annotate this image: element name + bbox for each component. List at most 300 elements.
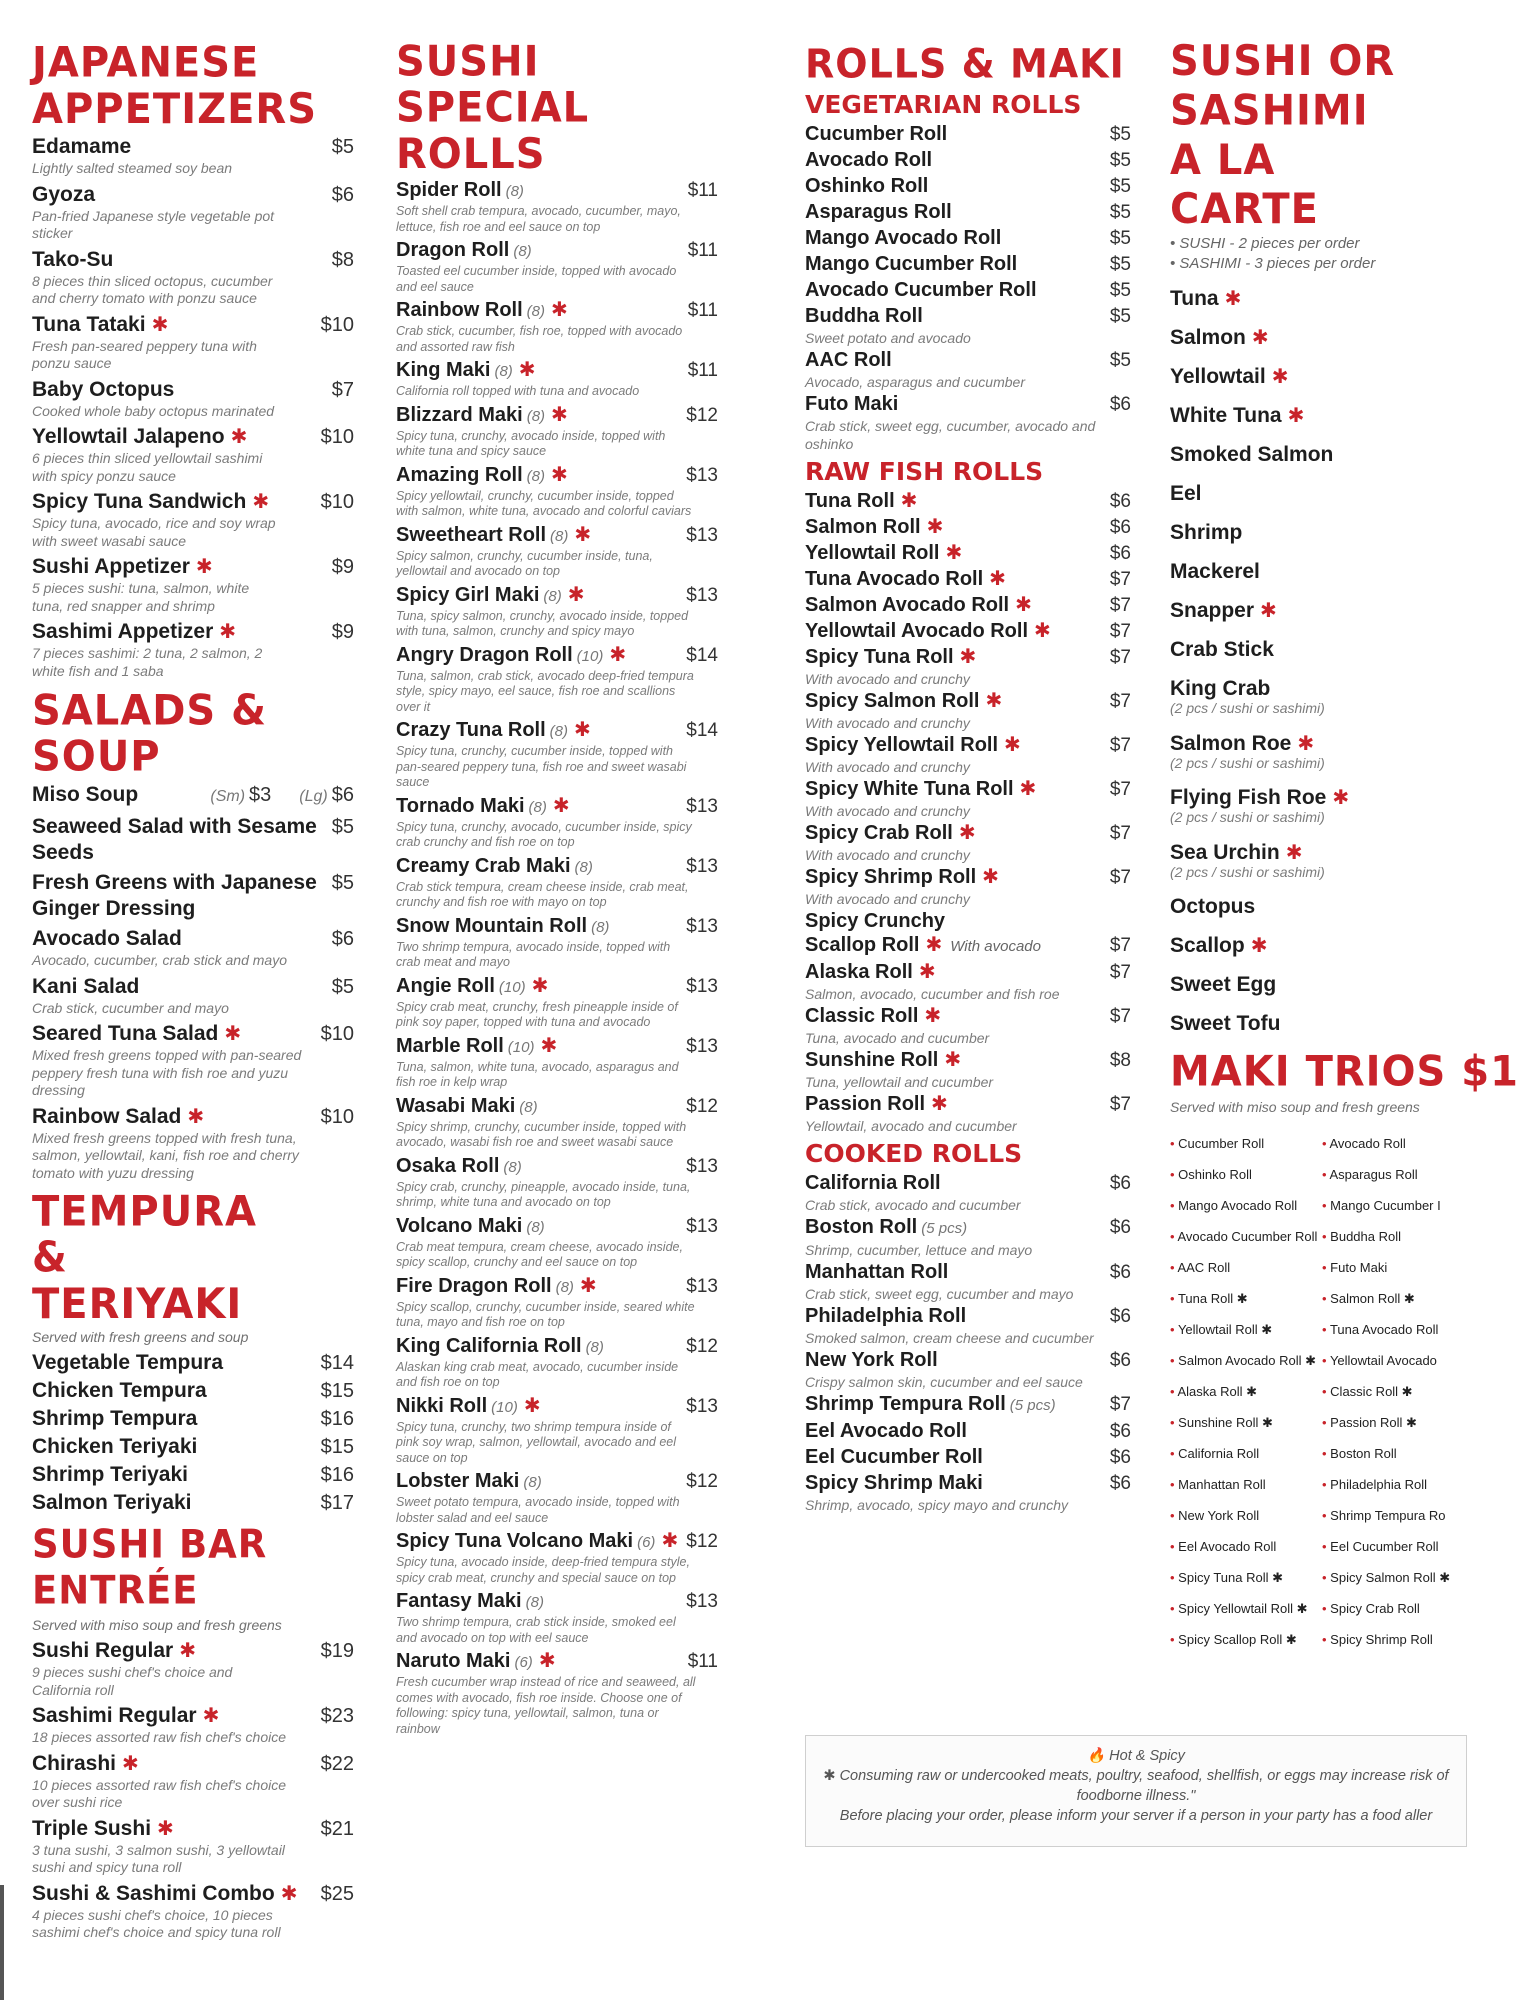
menu-item [805,174,1131,199]
item-name [805,226,1001,250]
spicy-asterisk-icon: ✱ [1250,935,1268,957]
item-name [805,960,936,984]
item-name-text: Futo Maki [805,393,899,415]
menu-item-row [396,1334,718,1360]
menu-item-row [805,960,1131,985]
menu-item-row [32,1490,354,1516]
item-name-text: Edamame [32,135,132,158]
menu-item [396,523,718,580]
item-name [805,689,1002,713]
item-name [805,865,999,889]
legend-box [805,1735,1467,1847]
piece-count: (10) [491,1398,518,1416]
spicy-asterisk-icon: ✱ [945,542,963,564]
menu-item-row [805,1419,1131,1444]
item-name [396,1469,542,1495]
item-name-text: Shrimp Tempura Roll [805,1393,1006,1415]
item-price: $6 [331,183,354,206]
piece-count: (8) [526,467,546,485]
rolls-maki-title: ROLLS & MAKI [805,40,1125,88]
menu-item [32,312,354,373]
item-description: Crab stick, cucumber, fish roe, topped with avocado and assorted raw fish [396,324,683,354]
spicy-asterisk-icon: ✱ [661,1530,679,1552]
item-price: $11 [687,180,718,201]
item-description: Crab stick, sweet egg, cucumber and mayo [805,1286,1074,1302]
menu-item-row [1170,364,1460,390]
menu-item [396,583,718,640]
menu-item [805,515,1131,540]
menu-item-row [1170,972,1460,998]
item-price: $25 [320,1882,354,1905]
item-price: $22 [320,1752,354,1775]
item-name-text: New York Roll [805,1349,938,1371]
menu-item-row [805,348,1131,373]
menu-item-row [396,1394,718,1420]
item-name-text: Sea Urchin [1170,840,1280,864]
item-name [396,1589,544,1615]
menu-item [32,424,354,485]
menu-item [1170,731,1460,773]
spicy-asterisk-icon: ✱ [202,1705,220,1727]
menu-item-row [32,1638,354,1664]
item-price: $6 [1109,1217,1131,1238]
spicy-asterisk-icon: ✱ [926,516,944,538]
item-name-text: Chicken Tempura [32,1379,207,1402]
item-description: 7 pieces sashimi: 2 tuna, 2 salmon, 2 white fish and 1 saba [32,645,263,679]
item-price: $19 [320,1640,354,1662]
menu-item-row [805,252,1131,277]
item-name-text: Angie Roll [396,974,495,997]
spicy-asterisk-icon: ✱ [985,690,1003,712]
piece-count: (8) [543,587,562,605]
menu-item [396,1334,718,1391]
item-description: Sweet potato tempura, avocado inside, topped with lobster salad and eel sauce [396,1495,680,1525]
item-name [32,1021,241,1047]
menu-item-row [396,178,718,204]
menu-item-row [32,1434,354,1460]
item-price: $14 [686,644,718,666]
spicy-asterisk-icon: ✱ [157,1817,174,1840]
item-name [32,1378,207,1404]
item-price: $10 [320,491,354,513]
item-name [32,1350,223,1376]
menu-item [32,134,354,178]
menu-item [32,489,354,550]
trio-item: • Oshinko Roll [1170,1165,1322,1185]
spicy-asterisk-icon: ✱ [551,299,568,321]
item-name [396,1154,522,1180]
item-name [32,1104,204,1130]
item-description: Spicy crab meat, crunchy, fresh pineapple inside of pink soy paper, topped with tuna and avocado [396,999,678,1029]
item-description: 9 pieces sushi chef's choice and California roll [32,1664,233,1698]
trio-item: • Eel Avocado Roll [1170,1537,1322,1557]
spicy-asterisk-icon: ✱ [1271,366,1289,388]
item-price: $7 [1109,595,1131,616]
item-name-text: Passion Roll [805,1093,926,1115]
item-name-text: Shrimp [1170,521,1243,544]
trio-item: • Classic Roll ✱ [1322,1382,1474,1402]
item-name-text: Sushi Regular [32,1639,174,1662]
menu-item-row [32,1816,354,1842]
item-name-text: Tuna [1170,287,1219,310]
item-price: $5 [1109,176,1131,197]
menu-item-row [1170,520,1460,546]
menu-item-row [32,489,354,515]
item-name-text: Salmon [1170,326,1246,349]
item-description: Spicy salmon, crunchy, cucumber inside, tuna, yellowtail and avocado on top [396,548,653,578]
menu-item [32,1703,354,1747]
item-name [32,1751,139,1777]
item-name-text: Philadelphia Roll [805,1305,967,1327]
menu-item-row [805,1215,1131,1241]
menu-item-row [1170,637,1460,663]
item-price: $5 [1109,150,1131,171]
item-description: With avocado and crunchy [805,891,970,907]
item-description: California roll topped with tuna and avocado [396,384,640,398]
item-price: $23 [320,1705,354,1727]
menu-item [396,718,718,791]
item-name-text: Wasabi Maki [396,1094,516,1117]
spicy-asterisk-icon: ✱ [195,556,213,578]
item-name-text: Avocado Cucumber Roll [805,279,1037,301]
item-name [805,1048,961,1072]
item-description: Spicy tuna, crunchy, avocado inside, topped with white tuna and spicy sauce [396,428,666,458]
menu-item [396,794,718,851]
small-price: $3 [249,784,272,806]
item-description: 4 pieces sushi chef's choice, 10 pieces sashimi chef's choice and spicy tuna roll [32,1906,281,1940]
item-name [805,1392,1056,1418]
item-description: Salmon, avocado, cucumber and fish roe [805,986,1060,1002]
item-name-text: Spicy Crab Roll [805,822,953,844]
item-price: $13 [686,915,718,937]
item-price: $6 [1109,517,1131,538]
item-price: $13 [686,855,718,877]
item-price: $13 [686,1395,718,1417]
item-name-text: Crazy Tuna Roll [396,719,546,741]
item-name-text: Tuna Avocado Roll [805,568,984,590]
item-name [805,1419,967,1443]
trio-item: • Buddha Roll [1322,1227,1474,1247]
item-name-text: Spicy White Tuna Roll [805,778,1014,800]
spicy-asterisk-icon: ✱ [958,822,976,844]
item-description: (2 pcs / sushi or sashimi) [1170,700,1325,716]
menu-item-row [32,619,354,645]
menu-item-row [1170,894,1460,920]
menu-item [32,782,354,810]
menu-item-row [805,821,1131,846]
item-name [1170,1011,1280,1037]
item-description: Soft shell crab tempura, avocado, cucumber, mayo, lettuce, fish roe and eel sauce on top [396,204,681,234]
item-name [32,1434,197,1460]
item-name-text: AAC Roll [805,349,892,371]
miso-prices [210,782,354,810]
item-description: With avocado and crunchy [805,715,970,731]
menu-item-row [1170,676,1460,702]
menu-item [805,909,1131,959]
trio-item: • Manhattan Roll [1170,1475,1322,1495]
item-description: Tuna, spicy salmon, crunchy, avocado inside, topped with tuna, salmon, crunchy and spicy mayo [396,608,689,638]
menu-item-row [805,865,1131,890]
menu-item [396,178,718,235]
spicy-asterisk-icon: ✱ [1224,288,1242,310]
piece-count: (8) [526,1218,545,1236]
item-price: $11 [687,300,718,321]
menu-item [805,1092,1131,1135]
item-name-text: Sashimi Regular [32,1704,197,1727]
menu-item-row [805,1260,1131,1285]
item-price: $15 [320,1436,354,1458]
piece-count: (8) [526,303,546,320]
item-price: $6 [1109,1350,1131,1371]
spicy-asterisk-icon: ✱ [925,934,943,956]
menu-item [1170,364,1460,390]
item-name [396,238,532,264]
item-name [396,1274,597,1300]
portion-note: • SUSHI - 2 pieces per order [1170,235,1360,252]
item-name-text: Spicy Salmon Roll [805,690,980,712]
trio-item: • Spicy Crab Roll [1322,1599,1474,1619]
column-3 [805,36,1131,1515]
spicy-asterisk-icon: ✱ [989,568,1006,590]
item-name-text: Eel [1170,482,1202,505]
menu-item [805,392,1131,453]
piece-count: (8) [555,1278,574,1296]
spicy-asterisk-icon: ✱ [1251,327,1269,349]
entree-note: Served with miso soup and fresh greens [32,1617,282,1633]
trio-item: • Spicy Yellowtail Roll ✱ [1170,1599,1322,1619]
menu-item [805,1348,1131,1391]
allergy-notice: Before placing your order, please inform your server if a person in your party has a food aller [839,1808,1433,1824]
item-description: 10 pieces assorted raw fish chef's choice over sushi rice [32,1776,287,1810]
item-name-text: Octopus [1170,895,1256,918]
menu-item-row [32,1350,354,1376]
menu-item-row [805,567,1131,592]
item-name [805,122,947,146]
item-name-text: Snow Mountain Roll [396,914,588,937]
item-description: Fresh pan-seared peppery tuna with ponzu sauce [32,337,257,371]
item-price: $14 [686,720,718,741]
menu-item [396,1469,718,1526]
menu-item [1170,972,1460,998]
menu-item [396,403,718,460]
menu-item [32,554,354,615]
item-name-text: Tuna Roll [805,490,895,512]
trio-item: • Salmon Avocado Roll ✱ [1170,1351,1322,1371]
item-description: With avocado and crunchy [805,759,970,775]
item-name [805,515,943,539]
menu-item-row [805,174,1131,199]
item-name [1170,481,1202,507]
menu-item-row [805,733,1131,758]
item-name-text: Yellowtail [1170,365,1266,388]
item-price: $16 [320,1464,354,1486]
item-name [396,523,591,549]
item-name-text: Mango Cucumber Roll [805,253,1018,275]
menu-item-row [32,1751,354,1777]
menu-item [805,821,1131,864]
large-label: (Lg) [299,788,328,805]
item-name-text: Kani Salad [32,974,140,998]
item-price: $6 [1109,1173,1131,1194]
item-price: $7 [1109,1094,1131,1115]
item-price: $7 [1109,647,1131,668]
item-name [396,1094,538,1120]
piece-count: (5 pcs) [921,1220,968,1237]
item-name [805,278,1037,302]
item-name-text: Osaka Roll [396,1154,500,1177]
menu-item [1170,933,1460,959]
item-name-text: Sweetheart Roll [396,523,547,546]
piece-count: (8) [574,858,593,876]
item-name-text: Naruto Maki [396,1650,511,1672]
item-name-text: Boston Roll [805,1216,918,1238]
item-name-text: Fire Dragon Roll [396,1274,552,1297]
salads-soup-title: SALADS & SOUP [32,686,268,782]
menu-item-row [805,278,1131,303]
item-name [396,178,524,204]
maki-trios-grid [1170,1134,1460,1650]
menu-item [396,974,718,1031]
item-name [805,148,932,172]
item-description: Crab stick, sweet egg, cucumber, avocado and oshinko [805,418,1096,452]
trio-item: • Boston Roll [1322,1444,1474,1464]
menu-item-row [396,238,718,264]
item-name [1170,403,1304,429]
piece-count: (8) [494,363,513,380]
menu-item-row [805,777,1131,802]
item-name [1170,972,1276,998]
item-name [805,1260,948,1284]
trio-item: • Avocado Cucumber Roll [1170,1227,1322,1247]
menu-item [396,854,718,911]
item-price: $6 [1109,1473,1131,1494]
item-description: Shrimp, cucumber, lettuce and mayo [805,1242,1033,1258]
item-price: $10 [320,1023,354,1045]
spicy-asterisk-icon: ✱ [567,583,585,606]
item-name-text: Salmon Teriyaki [32,1491,192,1514]
item-name [32,926,182,952]
a-la-carte-list [1170,286,1460,1037]
item-name-text: Yellowtail Roll [805,542,940,564]
menu-item [1170,637,1460,663]
portion-note: • SASHIMI - 3 pieces per order [1170,255,1376,272]
menu-item-row [32,424,354,450]
item-name-text: Marble Roll [396,1034,504,1057]
spicy-asterisk-icon: ✱ [918,961,936,983]
item-name [805,1092,948,1116]
item-name [805,348,892,372]
item-name [396,358,536,384]
item-description: Shrimp, avocado, spicy mayo and crunchy [805,1497,1069,1513]
item-price: $17 [320,1492,354,1514]
trio-item: • Mango Cucumber I [1322,1196,1474,1216]
trio-item: • Tuna Roll ✱ [1170,1289,1322,1309]
item-name-text: Eel Avocado Roll [805,1420,967,1442]
item-name [1170,520,1242,546]
menu-item [32,1816,354,1877]
item-name-text: Tornado Maki [396,794,525,817]
item-name-text: Sashimi Appetizer [32,620,214,643]
item-price: $7 [1109,867,1131,888]
item-price: $13 [686,795,718,817]
item-name-text: Scallop Roll [805,934,920,956]
menu-item [805,541,1131,566]
trio-item: • California Roll [1170,1444,1322,1464]
trio-item: • Alaska Roll ✱ [1170,1382,1322,1402]
item-name-text: Blizzard Maki [396,403,523,426]
item-name-text: California Roll [805,1172,941,1194]
spicy-asterisk-icon: ✱ [252,491,270,513]
piece-count: (8) [591,918,610,936]
trio-item: • Futo Maki [1322,1258,1474,1278]
item-name-text: King Crab [1170,677,1271,700]
item-description: Cooked whole baby octopus marinated [32,402,275,419]
item-price: $7 [1109,823,1131,844]
item-name-text: Volcano Maki [396,1214,523,1237]
trio-item: • Salmon Roll ✱ [1322,1289,1474,1309]
piece-count: (5 pcs) [1009,1397,1056,1414]
menu-item [32,377,354,421]
item-price: $13 [686,1155,718,1177]
item-description: Spicy tuna, crunchy, avocado, cucumber inside, spicy crab crunchy and fish roe on top [396,819,692,849]
menu-item [32,1638,354,1699]
menu-item-row [805,1392,1131,1418]
item-name-text: Rainbow Salad [32,1104,182,1128]
item-price: $13 [686,464,718,486]
item-name [805,733,1021,757]
menu-item-row [805,304,1131,329]
item-name-text: Mackerel [1170,560,1260,583]
menu-item-row [805,1004,1131,1029]
menu-item-row [32,974,354,1000]
menu-item [805,489,1131,514]
item-name [32,870,332,922]
item-price: $7 [1109,935,1131,956]
item-name [32,134,131,160]
menu-item [805,1048,1131,1091]
menu-item-row [396,643,718,669]
item-price: $13 [686,975,718,997]
menu-item [396,358,718,400]
item-name [396,794,570,820]
item-description: Spicy tuna, avocado, rice and soy wrap with sweet wasabi sauce [32,515,276,549]
spicy-asterisk-icon: ✱ [540,1034,558,1057]
trio-item: • Passion Roll ✱ [1322,1413,1474,1433]
spicy-asterisk-icon: ✱ [552,794,570,817]
item-price: $6 [331,928,354,950]
spicy-asterisk-icon: ✱ [1297,732,1315,755]
item-price: $5 [1109,350,1131,371]
menu-item-row [32,814,354,866]
item-name [396,583,585,609]
item-price: $9 [331,556,354,578]
spicy-asterisk-icon: ✱ [574,523,592,546]
item-name [32,1462,188,1488]
menu-item-row [396,1034,718,1060]
item-name [396,403,568,429]
menu-item [32,1021,354,1100]
menu-item-row [32,1462,354,1488]
piece-count: (8) [526,407,546,425]
item-name [1170,894,1255,920]
item-description: (2 pcs / sushi or sashimi) [1170,863,1325,880]
menu-item [32,1434,354,1460]
menu-item-row [32,182,354,208]
item-name-text: Creamy Crab Maki [396,854,571,877]
item-name [1170,559,1260,585]
item-price: $7 [1109,962,1131,983]
menu-item [396,643,718,716]
